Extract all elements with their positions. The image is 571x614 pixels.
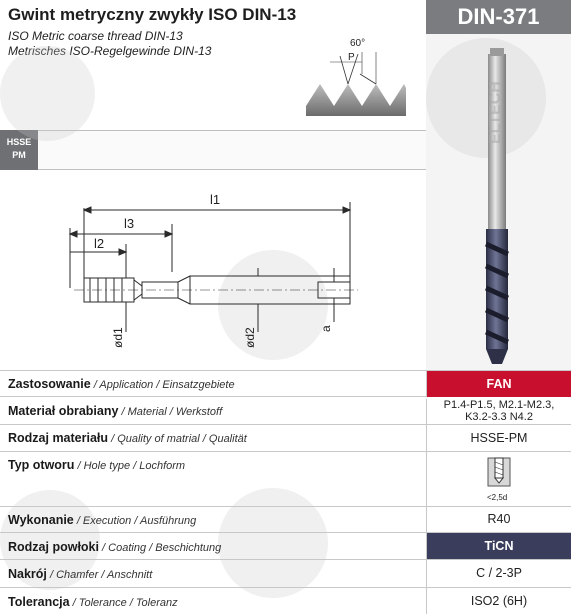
- spec-row-chamfer: [0, 560, 571, 588]
- spec-value-tolerance: ISO2 (6H): [426, 588, 571, 614]
- spec-row-coating: [0, 533, 571, 560]
- spec-row-hole-type: [0, 452, 571, 507]
- spec-label: Wykonanie: [8, 513, 74, 527]
- spec-row-execution: [0, 507, 571, 533]
- spec-sublabel: / Coating / Beschichtung: [98, 542, 222, 554]
- blind-hole-icon: [484, 456, 514, 490]
- spec-value-application: FAN: [426, 371, 571, 397]
- spec-sublabel: / Execution / Ausführung: [73, 515, 197, 527]
- spec-value-chamfer: C / 2-3P: [426, 560, 571, 587]
- dim-d1: ød1: [111, 327, 125, 348]
- spec-label: Tolerancja: [8, 595, 70, 609]
- tool-photo: [426, 34, 571, 370]
- spec-row-material: [0, 397, 571, 425]
- spec-sublabel: / Chamfer / Anschnitt: [46, 569, 153, 581]
- page-title: Gwint metryczny zwykły ISO DIN-13: [8, 5, 297, 24]
- spec-value-quality: HSSE-PM: [426, 425, 571, 451]
- spec-value-execution: R40: [426, 507, 571, 532]
- dim-d2: ød2: [243, 327, 257, 348]
- spec-label: Zastosowanie: [8, 377, 91, 391]
- spec-value-coating: TiCN: [426, 533, 571, 559]
- spec-value-hole-type: [426, 452, 571, 506]
- hole-depth-label: <2,5d: [487, 493, 508, 502]
- dim-l2: l2: [94, 236, 105, 251]
- watermark-brand: ELTECH: [487, 81, 504, 144]
- pitch-label: P: [348, 52, 355, 63]
- spec-sublabel: / Quality of matrial / Qualität: [108, 433, 247, 445]
- spec-value-line: P1.4-P1.5, M2.1-M2.3,: [443, 399, 555, 411]
- spec-value-material: [426, 399, 571, 424]
- material-tab-line2: PM: [12, 150, 26, 160]
- spec-row-tolerance: [0, 588, 571, 614]
- spec-sublabel: / Tolerance / Toleranz: [69, 597, 178, 609]
- din-badge: DIN-371: [426, 0, 571, 34]
- spec-label: Typ otworu: [8, 458, 75, 472]
- spec-sublabel: / Application / Einsatzgebiete: [90, 379, 235, 391]
- subtitle-en: ISO Metric coarse thread DIN-13: [8, 29, 183, 43]
- watermark-logo: [0, 46, 95, 141]
- tap-image: [426, 34, 571, 370]
- material-band: [38, 130, 426, 170]
- spec-label: Nakrój: [8, 567, 47, 581]
- spec-label: Materiał obrabiany: [8, 404, 119, 418]
- dim-a: a: [319, 325, 333, 332]
- dim-l3: l3: [124, 216, 135, 231]
- dim-l1: l1: [210, 192, 221, 207]
- thread-teeth: [306, 84, 406, 116]
- angle-label: 60°: [350, 38, 366, 49]
- spec-row-quality: [0, 425, 571, 452]
- spec-label: Rodzaj materiału: [8, 431, 109, 445]
- spec-row-application: [0, 370, 571, 397]
- spec-label: Rodzaj powłoki: [8, 540, 99, 554]
- thread-profile-diagram: [300, 34, 412, 116]
- technical-drawing: [60, 182, 360, 352]
- spec-sublabel: / Material / Werkstoff: [118, 406, 223, 418]
- material-tab-line1: HSSE: [6, 137, 32, 147]
- spec-sublabel: / Hole type / Lochform: [74, 460, 186, 472]
- subtitle-de: Metrisches ISO-Regelgewinde DIN-13: [8, 44, 212, 58]
- spec-value-line: K3.2-3.3 N4.2: [465, 411, 533, 423]
